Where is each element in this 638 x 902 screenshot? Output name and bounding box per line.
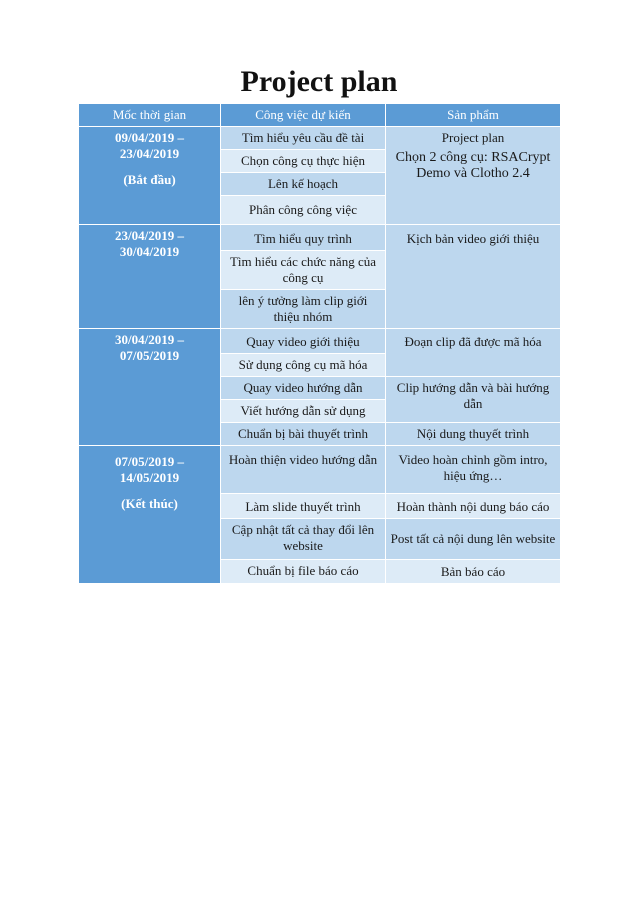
period-end: 14/05/2019 <box>119 470 180 485</box>
task-cell: Tìm hiểu yêu cầu đề tài <box>221 127 386 150</box>
product-line: Project plan <box>441 130 505 145</box>
table-row <box>79 225 561 251</box>
task-cell: Viết hướng dẫn sử dụng <box>221 400 386 423</box>
task-cell: Quay video giới thiệu <box>221 329 386 354</box>
header-row <box>79 104 561 127</box>
header-task: Công việc dự kiến <box>221 104 386 127</box>
table-row <box>79 329 561 354</box>
task-cell: Tìm hiểu các chức năng của công cụ <box>221 251 386 290</box>
task-cell: Sử dụng công cụ mã hóa <box>221 354 386 377</box>
product-cell: Nội dung thuyết trình <box>386 423 561 446</box>
table-row <box>79 127 561 150</box>
product-cell: Hoàn thành nội dung báo cáo <box>386 494 561 519</box>
product-line: Chọn 2 công cụ: RSACrypt Demo và Clotho 2.4 <box>395 150 551 181</box>
task-cell: Tìm hiểu quy trình <box>221 225 386 251</box>
product-cell: Đoạn clip đã được mã hóa <box>386 329 561 377</box>
page-title: Project plan <box>240 65 398 98</box>
task-cell: Chọn công cụ thực hiện <box>221 150 386 173</box>
product-cell: Clip hướng dẫn và bài hướng dẫn <box>386 377 561 423</box>
period-cell <box>79 446 221 584</box>
table-row <box>79 446 561 494</box>
project-plan-table <box>78 103 561 584</box>
period-cell <box>79 329 221 446</box>
task-cell: Chuẩn bị bài thuyết trình <box>221 423 386 446</box>
task-cell: Quay video hướng dẫn <box>221 377 386 400</box>
header-period: Mốc thời gian <box>79 104 221 127</box>
period-start: 23/04/2019 – <box>115 228 184 243</box>
period-note: (Bắt đầu) <box>123 172 176 187</box>
period-cell <box>79 225 221 329</box>
product-cell: Video hoàn chỉnh gồm intro, hiệu ứng… <box>386 446 561 494</box>
task-cell: lên ý tưởng làm clip giới thiệu nhóm <box>221 290 386 329</box>
product-cell: Bản báo cáo <box>386 560 561 584</box>
task-cell: Hoàn thiện video hướng dẫn <box>221 446 386 494</box>
period-end: 23/04/2019 <box>119 146 180 161</box>
period-start: 30/04/2019 – <box>115 332 184 347</box>
period-note: (Kết thúc) <box>121 496 178 511</box>
task-cell: Cập nhật tất cả thay đổi lên website <box>221 519 386 560</box>
product-cell: Kịch bản video giới thiệu <box>386 225 561 329</box>
task-cell: Phân công công việc <box>221 196 386 225</box>
header-product: Sản phẩm <box>386 104 561 127</box>
task-cell: Lên kế hoạch <box>221 173 386 196</box>
period-end: 07/05/2019 <box>119 348 180 363</box>
product-cell <box>386 127 561 225</box>
period-end: 30/04/2019 <box>119 244 180 259</box>
period-start: 09/04/2019 – <box>115 130 184 145</box>
period-start: 07/05/2019 – <box>115 454 184 469</box>
task-cell: Làm slide thuyết trình <box>221 494 386 519</box>
period-cell <box>79 127 221 225</box>
task-cell: Chuẩn bị file báo cáo <box>221 560 386 584</box>
product-cell: Post tất cả nội dung lên website <box>386 519 561 560</box>
